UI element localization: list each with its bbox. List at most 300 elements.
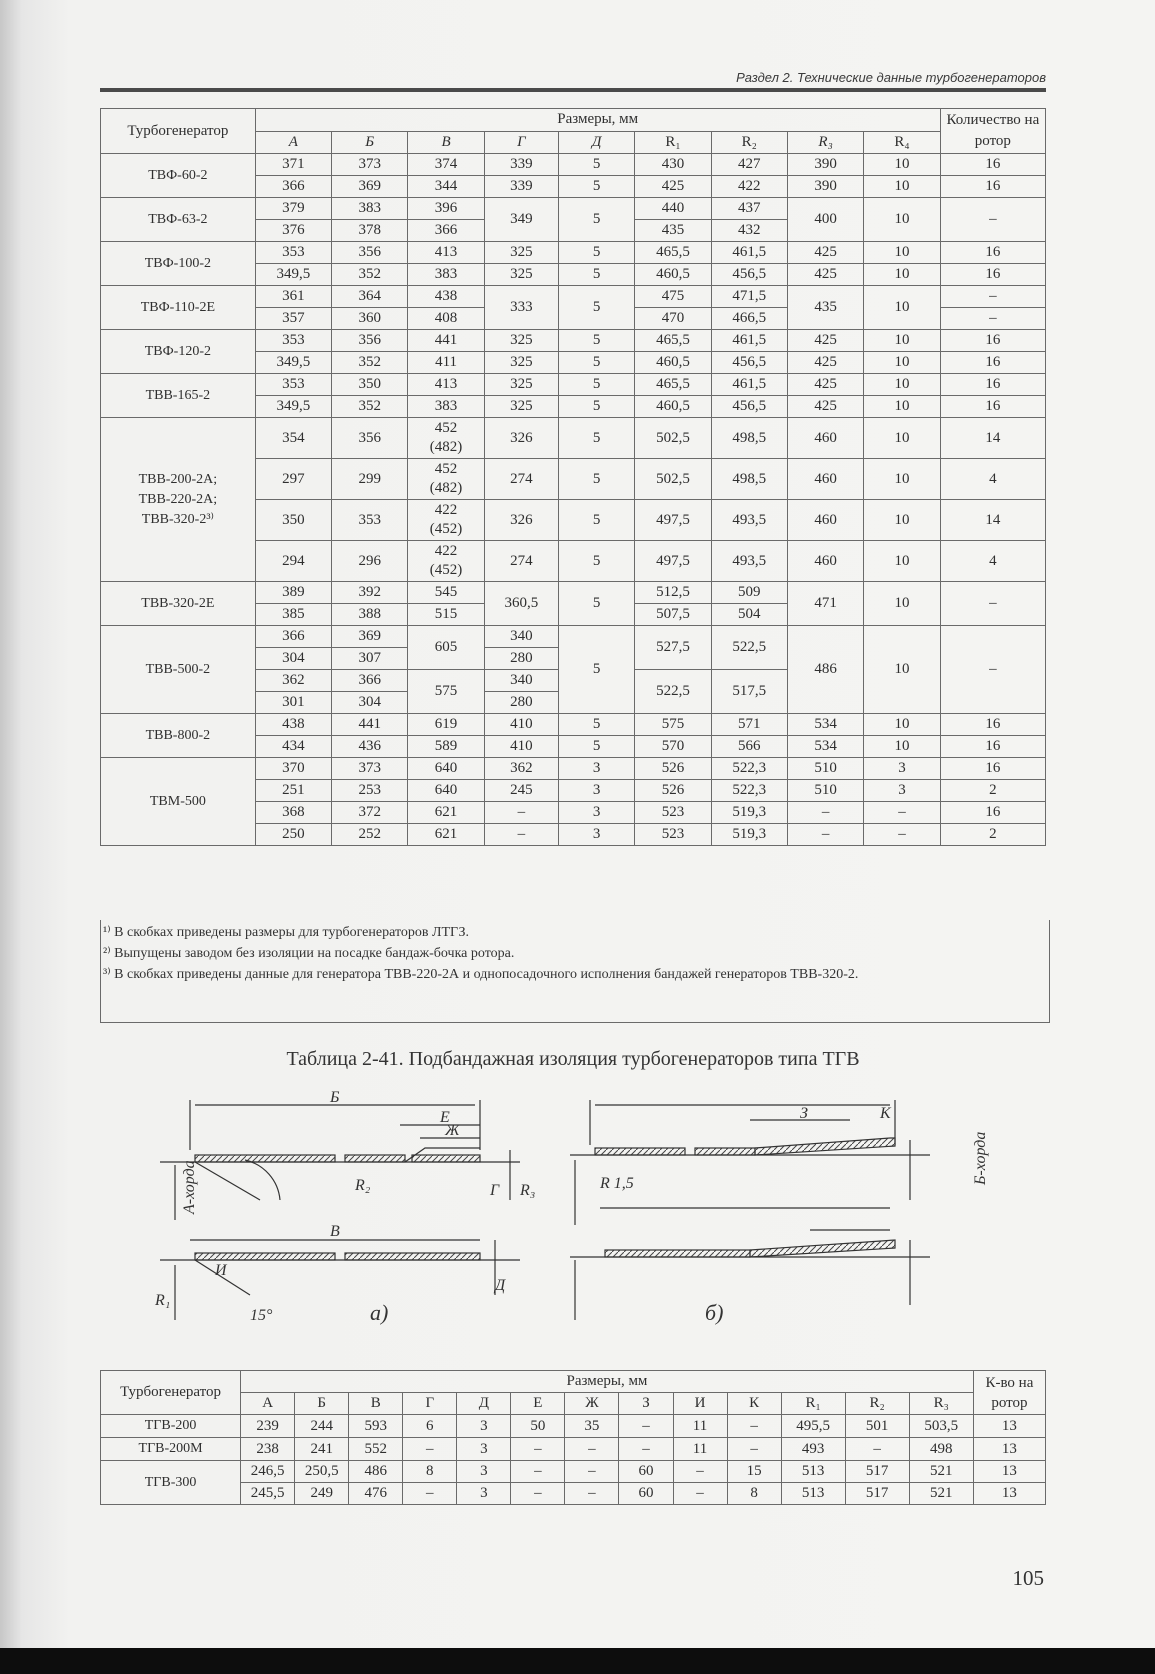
table-cell: 349,5 [255, 264, 331, 286]
table-cell: 434 [255, 736, 331, 758]
table-row [101, 758, 1046, 780]
table-cell: 497,5 [635, 500, 711, 541]
footnote-1: ¹⁾ В скобках приведены размеры для турбогенераторов ЛТГЗ. [103, 925, 469, 940]
table-cell: 369 [332, 176, 408, 198]
table-cell: 10 [864, 242, 940, 264]
table-cell: – [565, 1483, 619, 1505]
table-cell: 352 [332, 352, 408, 374]
table-cell: 460,5 [635, 396, 711, 418]
table-cell: 441 [332, 714, 408, 736]
table-cell: 552 [349, 1438, 403, 1461]
table-cell: 435 [787, 286, 863, 330]
dim-label: В [330, 1223, 340, 1240]
table-cell: 10 [864, 154, 940, 176]
header-sizes: Размеры, мм [255, 109, 940, 132]
table-cell: 307 [332, 648, 408, 670]
table-cell: 425 [787, 264, 863, 286]
figure-a [160, 1100, 520, 1320]
table-cell: 350 [255, 500, 331, 541]
table-cell: 16 [940, 330, 1045, 352]
table-cell: 13 [973, 1415, 1045, 1438]
col-header: R₁ [781, 1393, 845, 1415]
table-cell: 357 [255, 308, 331, 330]
row-generator-name: ТВВ-800-2 [101, 714, 256, 758]
table-cell: 354 [255, 418, 331, 459]
table-cell: – [403, 1483, 457, 1505]
dim-label: Е [440, 1109, 450, 1126]
footnote-2: ²⁾ Выпущены заводом без изоляции на посадке бандаж-бочка ротора. [103, 946, 515, 961]
table-cell: 501 [845, 1415, 909, 1438]
table-cell: 10 [864, 396, 940, 418]
table-row [101, 330, 1046, 352]
table-cell: 4 [940, 459, 1045, 500]
table-cell: 493,5 [711, 500, 787, 541]
table-cell: – [511, 1461, 565, 1483]
table-cell: 497,5 [635, 541, 711, 582]
table-row [101, 582, 1046, 604]
row-generator-name: ТГВ-200М [101, 1438, 241, 1461]
table-cell: 400 [787, 198, 863, 242]
table-cell: 460 [787, 459, 863, 500]
table-cell: 512,5 [635, 582, 711, 604]
row-generator-name: ТВФ-60-2 [101, 154, 256, 198]
col-header: Д [558, 131, 634, 154]
table-cell: 425 [787, 374, 863, 396]
table-cell: 3 [457, 1461, 511, 1483]
table-cell: 383 [408, 264, 484, 286]
table-cell: 410 [484, 736, 558, 758]
figure-a-label: а) [370, 1300, 389, 1325]
figure-b [570, 1100, 930, 1320]
table-cell: 425 [787, 242, 863, 264]
table-cell: 589 [408, 736, 484, 758]
table-cell: 441 [408, 330, 484, 352]
table-caption: Таблица 2-41. Подбандажная изоляция турбогенераторов типа ТГВ [286, 1048, 860, 1070]
table-cell: 14 [940, 418, 1045, 459]
table-cell: 5 [558, 154, 634, 176]
col-header: R₃ [787, 131, 863, 154]
table-cell: 3 [864, 758, 940, 780]
table-cell: – [940, 308, 1045, 330]
table-cell: 526 [635, 780, 711, 802]
table-cell: 475 [635, 286, 711, 308]
table-cell: 438 [255, 714, 331, 736]
table-cell: 326 [484, 418, 558, 459]
table-cell: 522,5 [711, 626, 787, 670]
table-cell: 515 [408, 604, 484, 626]
col-header: Б [332, 131, 408, 154]
table-cell: 5 [558, 582, 634, 626]
table-cell: 252 [332, 824, 408, 846]
table-cell: 369 [332, 626, 408, 648]
table-cell: 325 [484, 396, 558, 418]
table-cell: 432 [711, 220, 787, 242]
table-cell: 456,5 [711, 264, 787, 286]
table-cell: 374 [408, 154, 484, 176]
footnote-3: ³⁾ В скобках приведены данные для генератора ТВВ-220-2А и однопосадочного исполнения бандажей генераторов ТВВ-320-2. [103, 967, 859, 982]
table-cell: 325 [484, 242, 558, 264]
table-cell: 498 [909, 1438, 973, 1461]
table-cell: 534 [787, 736, 863, 758]
table-cell: 371 [255, 154, 331, 176]
table-cell: 640 [408, 758, 484, 780]
table-cell: 437 [711, 198, 787, 220]
header-sizes: Размеры, мм [241, 1371, 974, 1393]
table-cell: 241 [295, 1438, 349, 1461]
row-generator-name: ТВВ-320-2Е [101, 582, 256, 626]
table-cell: 422 (452) [408, 500, 484, 541]
table-cell: 466,5 [711, 308, 787, 330]
table-cell: 456,5 [711, 396, 787, 418]
table-cell: 296 [332, 541, 408, 582]
table-cell: – [845, 1438, 909, 1461]
table-cell: – [511, 1438, 565, 1461]
table-cell: 325 [484, 374, 558, 396]
chord-label: Б-хорда [972, 1131, 989, 1185]
table-header-row [101, 109, 1046, 132]
table-cell: 408 [408, 308, 484, 330]
table-cell: 5 [558, 714, 634, 736]
header-turbogenerator: Турбогенератор [101, 1371, 241, 1415]
table-cell: 340 [484, 670, 558, 692]
table-cell: 461,5 [711, 330, 787, 352]
tgv-insulation-table [100, 1370, 1046, 1505]
table-cell: 15 [727, 1461, 781, 1483]
col-header: R₂ [711, 131, 787, 154]
table-cell: 250,5 [295, 1461, 349, 1483]
table-cell: 14 [940, 500, 1045, 541]
table-cell: 251 [255, 780, 331, 802]
table-cell: 510 [787, 758, 863, 780]
table-cell: 430 [635, 154, 711, 176]
dim-label: R₂ [355, 1177, 371, 1194]
table-cell: 570 [635, 736, 711, 758]
col-header: Г [403, 1393, 457, 1415]
table-cell: 356 [332, 330, 408, 352]
col-header: Г [484, 131, 558, 154]
table-row [101, 1415, 1046, 1438]
table-row [101, 374, 1046, 396]
table-cell: 5 [558, 626, 634, 714]
table-cell: 11 [673, 1438, 727, 1461]
table-cell: 502,5 [635, 418, 711, 459]
table-cell: 333 [484, 286, 558, 330]
table-cell: 16 [940, 396, 1045, 418]
table-cell: 521 [909, 1483, 973, 1505]
table-cell: 16 [940, 714, 1045, 736]
table-cell: 476 [349, 1483, 403, 1505]
dim-label: К [880, 1105, 891, 1122]
running-head: Раздел 2. Технические данные турбогенераторов [736, 70, 1046, 85]
table-cell: 460 [787, 541, 863, 582]
table-row [101, 1438, 1046, 1461]
table-cell: 5 [558, 396, 634, 418]
table-cell: 545 [408, 582, 484, 604]
table-cell: 10 [864, 418, 940, 459]
col-header: Д [457, 1393, 511, 1415]
rotor-bandage-dimensions-table [100, 108, 1046, 846]
table-cell: 509 [711, 582, 787, 604]
table-cell: 16 [940, 802, 1045, 824]
dim-label: R₁ [155, 1292, 171, 1309]
table-cell: 10 [864, 176, 940, 198]
table-cell: – [484, 824, 558, 846]
table-cell: 304 [255, 648, 331, 670]
col-header: R₄ [864, 131, 940, 154]
table-cell: 5 [558, 330, 634, 352]
table-cell: 370 [255, 758, 331, 780]
table-cell: 5 [558, 198, 634, 242]
table-cell: 471,5 [711, 286, 787, 308]
table-cell: 297 [255, 459, 331, 500]
row-generator-name: ТВФ-100-2 [101, 242, 256, 286]
table-cell: 456,5 [711, 352, 787, 374]
table-cell: 13 [973, 1438, 1045, 1461]
table-cell: 326 [484, 500, 558, 541]
table-row [101, 198, 1046, 220]
table-cell: 383 [408, 396, 484, 418]
table-cell: 294 [255, 541, 331, 582]
table-cell: 2 [940, 780, 1045, 802]
table-cell: 452 (482) [408, 418, 484, 459]
table-cell: 519,3 [711, 802, 787, 824]
table-cell: 465,5 [635, 374, 711, 396]
table-cell: 368 [255, 802, 331, 824]
table-cell: 349,5 [255, 396, 331, 418]
table-cell: – [673, 1461, 727, 1483]
table-cell: 503,5 [909, 1415, 973, 1438]
table-cell: 353 [255, 330, 331, 352]
table-cell: 534 [787, 714, 863, 736]
table-cell: 470 [635, 308, 711, 330]
table-cell: 250 [255, 824, 331, 846]
table-cell: 246,5 [241, 1461, 295, 1483]
table-cell: 498,5 [711, 418, 787, 459]
table-cell: 383 [332, 198, 408, 220]
table-cell: 413 [408, 374, 484, 396]
col-header: R₃ [909, 1393, 973, 1415]
table-cell: 16 [940, 242, 1045, 264]
table-cell: 376 [255, 220, 331, 242]
header-turbogenerator: Турбогенератор [101, 109, 256, 154]
table-cell: 521 [909, 1461, 973, 1483]
table-row [101, 626, 1046, 648]
table-cell: 5 [558, 352, 634, 374]
table-cell: 325 [484, 330, 558, 352]
table-cell: 13 [973, 1483, 1045, 1505]
table-cell: 440 [635, 198, 711, 220]
table-cell: 8 [727, 1483, 781, 1505]
table-cell: 10 [864, 330, 940, 352]
table-cell: 356 [332, 242, 408, 264]
table-cell: 519,3 [711, 824, 787, 846]
table-cell: 16 [940, 264, 1045, 286]
table-footnotes [100, 920, 1050, 1023]
table-cell: 461,5 [711, 374, 787, 396]
table-cell: 5 [558, 418, 634, 459]
header-quantity: Количество на ротор [940, 109, 1045, 154]
table-row [101, 1461, 1046, 1483]
table-cell: 16 [940, 176, 1045, 198]
table-cell: 460 [787, 500, 863, 541]
table-row [101, 714, 1046, 736]
table-cell: 460 [787, 418, 863, 459]
table-cell: 10 [864, 459, 940, 500]
table-cell: – [940, 582, 1045, 626]
table-cell: 366 [255, 626, 331, 648]
table-cell: 507,5 [635, 604, 711, 626]
table-cell: 436 [332, 736, 408, 758]
page-number: 105 [1012, 1566, 1044, 1590]
table-cell: 517 [845, 1461, 909, 1483]
chord-label: А-хорда [181, 1160, 198, 1214]
table-cell: 274 [484, 459, 558, 500]
table-cell: 435 [635, 220, 711, 242]
table-cell: 5 [558, 736, 634, 758]
table-cell: 373 [332, 154, 408, 176]
dim-label: R 1,5 [600, 1175, 634, 1192]
table-row [101, 1483, 1046, 1505]
table-cell: 304 [332, 692, 408, 714]
table-cell: 352 [332, 396, 408, 418]
table-cell: – [940, 198, 1045, 242]
table-cell: 495,5 [781, 1415, 845, 1438]
table-cell: 621 [408, 824, 484, 846]
table-cell: 522,3 [711, 780, 787, 802]
col-header: В [408, 131, 484, 154]
dim-label: И [215, 1262, 227, 1279]
table-cell: 8 [403, 1461, 457, 1483]
table-cell: 350 [332, 374, 408, 396]
table-cell: 238 [241, 1438, 295, 1461]
col-header: R₁ [635, 131, 711, 154]
dim-label: R₃ [520, 1182, 536, 1199]
table-cell: 349,5 [255, 352, 331, 374]
col-header: И [673, 1393, 727, 1415]
table-cell: 16 [940, 374, 1045, 396]
table-cell: 5 [558, 500, 634, 541]
table-cell: 465,5 [635, 330, 711, 352]
table-cell: 10 [864, 626, 940, 714]
table-cell: 362 [484, 758, 558, 780]
table-cell: 502,5 [635, 459, 711, 500]
table-cell: 425 [635, 176, 711, 198]
table-cell: 388 [332, 604, 408, 626]
dim-label: 15° [250, 1307, 273, 1324]
table-cell: 510 [787, 780, 863, 802]
table-cell: 3 [558, 802, 634, 824]
table-cell: 10 [864, 198, 940, 242]
table-subheader-row [101, 1393, 1046, 1415]
table-cell: 5 [558, 374, 634, 396]
row-generator-name: ТГВ-200 [101, 1415, 241, 1438]
table-cell: 356 [332, 418, 408, 459]
table-cell: 504 [711, 604, 787, 626]
table-cell: 471 [787, 582, 863, 626]
table-cell: 339 [484, 154, 558, 176]
table-cell: – [787, 802, 863, 824]
table-cell: 526 [635, 758, 711, 780]
header-rule [100, 88, 1046, 92]
dim-label: З [800, 1105, 808, 1122]
table-cell: 575 [408, 670, 484, 714]
table-header-row [101, 1371, 1046, 1393]
table-row [101, 154, 1046, 176]
table-cell: 366 [332, 670, 408, 692]
table-cell: 605 [408, 626, 484, 670]
bandage-insulation-figure [150, 1090, 1010, 1340]
table-cell: 5 [558, 459, 634, 500]
table-cell: 3 [558, 758, 634, 780]
table-cell: 244 [295, 1415, 349, 1438]
table-cell: 425 [787, 396, 863, 418]
table-cell: 413 [408, 242, 484, 264]
table-cell: 10 [864, 352, 940, 374]
table-cell: 249 [295, 1483, 349, 1505]
table-cell: 16 [940, 352, 1045, 374]
table-cell: – [673, 1483, 727, 1505]
table-cell: 385 [255, 604, 331, 626]
table-cell: 325 [484, 352, 558, 374]
table-cell: 571 [711, 714, 787, 736]
table-cell: 3 [864, 780, 940, 802]
table-cell: 527,5 [635, 626, 711, 670]
table-cell: 372 [332, 802, 408, 824]
row-generator-name: ТВВ-165-2 [101, 374, 256, 418]
table-cell: 10 [864, 374, 940, 396]
table-cell: 245,5 [241, 1483, 295, 1505]
table-cell: 349 [484, 198, 558, 242]
scan-edge [0, 1648, 1155, 1674]
col-header: В [349, 1393, 403, 1415]
table-cell: 460,5 [635, 264, 711, 286]
table-cell: 366 [255, 176, 331, 198]
table-cell: 325 [484, 264, 558, 286]
table-cell: 60 [619, 1461, 673, 1483]
table-cell: 396 [408, 198, 484, 220]
table-cell: 3 [457, 1438, 511, 1461]
table-cell: 517 [845, 1483, 909, 1505]
table-cell: 10 [864, 286, 940, 330]
table-cell: 10 [864, 714, 940, 736]
table-cell: 353 [332, 500, 408, 541]
row-generator-name: ТВФ-120-2 [101, 330, 256, 374]
table-cell: 35 [565, 1415, 619, 1438]
row-generator-name: ТВВ-200-2А; ТВВ-220-2А; ТВВ-320-2³⁾ [101, 418, 256, 582]
col-header: З [619, 1393, 673, 1415]
table-cell: 11 [673, 1415, 727, 1438]
table-cell: 390 [787, 176, 863, 198]
table-cell: 461,5 [711, 242, 787, 264]
table-cell: 379 [255, 198, 331, 220]
table-cell: – [565, 1438, 619, 1461]
table-cell: 299 [332, 459, 408, 500]
table-cell: 10 [864, 582, 940, 626]
table-cell: 5 [558, 541, 634, 582]
col-header: А [255, 131, 331, 154]
table-cell: 280 [484, 648, 558, 670]
table-cell: 410 [484, 714, 558, 736]
table-row [101, 286, 1046, 308]
table-cell: 50 [511, 1415, 565, 1438]
table-cell: 513 [781, 1461, 845, 1483]
dim-label: Г [490, 1182, 500, 1199]
row-generator-name: ТВМ-500 [101, 758, 256, 846]
row-generator-name: ТВВ-500-2 [101, 626, 256, 714]
table-cell: 10 [864, 264, 940, 286]
table-cell: 360 [332, 308, 408, 330]
table-cell: 373 [332, 758, 408, 780]
